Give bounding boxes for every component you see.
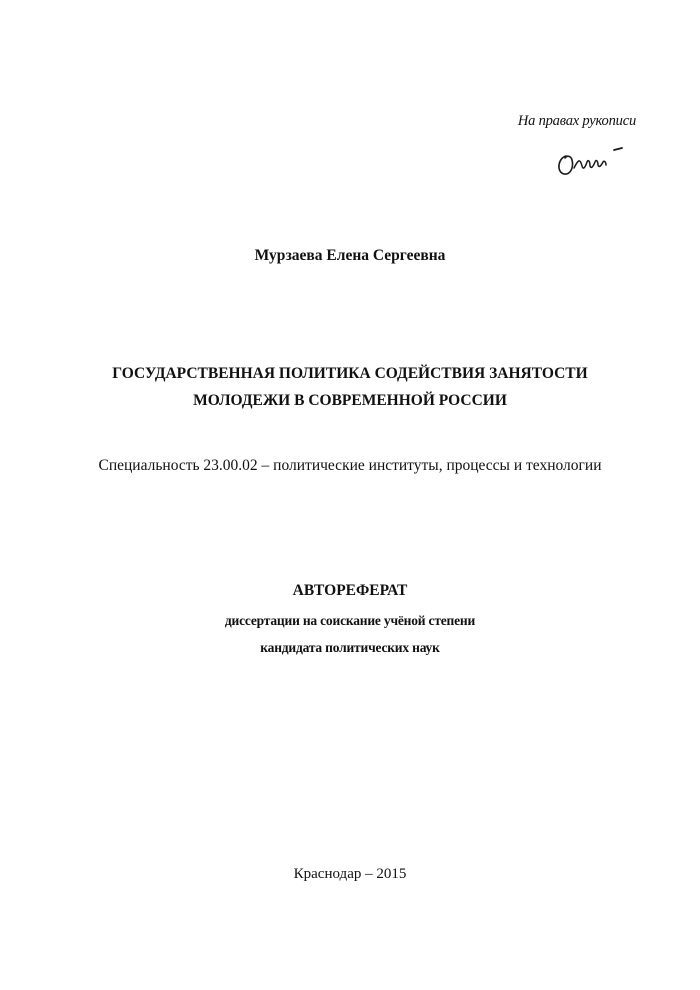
- degree-line: кандидата политических наук: [260, 640, 440, 655]
- title-line: МОЛОДЕЖИ В СОВРЕМЕННОЙ РОССИИ: [193, 392, 507, 409]
- abstract-heading: АВТОРЕФЕРАТ: [292, 582, 408, 599]
- author-signature: [552, 138, 632, 182]
- manuscript-note: На правах рукописи: [517, 113, 636, 129]
- specialty-line: Специальность 23.00.02 – политические институты, процессы и технологии: [98, 457, 602, 474]
- place-year: Краснодар – 2015: [293, 866, 407, 882]
- title-line: ГОСУДАРСТВЕННАЯ ПОЛИТИКА СОДЕЙСТВИЯ ЗАНЯТОСТИ: [112, 365, 588, 382]
- dissertation-title: [0, 360, 700, 414]
- author-name: Мурзаева Елена Сергеевна: [254, 247, 446, 264]
- abstract-subtitle: диссертации на соискание учёной степени: [224, 613, 476, 628]
